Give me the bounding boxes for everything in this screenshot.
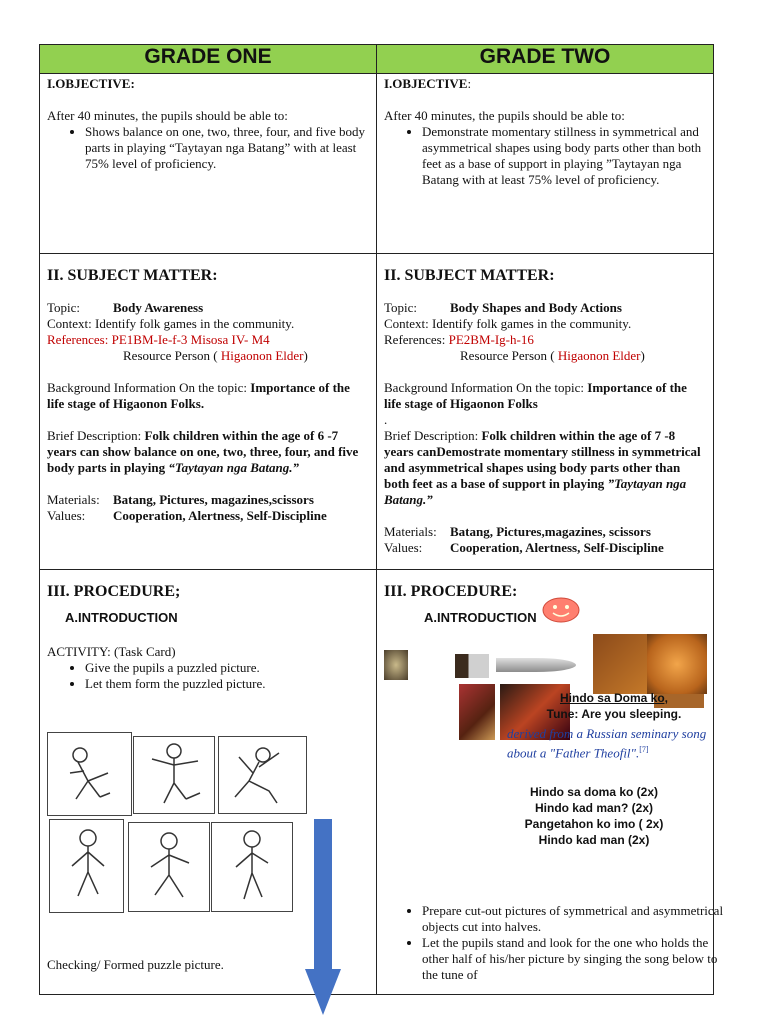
song-tune: Tune: Are you sleeping.	[546, 707, 682, 721]
g1-values: Cooperation, Alertness, Self-Discipline	[113, 508, 327, 523]
down-arrow-icon	[305, 819, 341, 1019]
g1-objective-intro: After 40 minutes, the pupils should be able to:	[47, 108, 288, 123]
g2-resource-close: )	[640, 348, 645, 363]
g2-brief-label: Brief Description:	[384, 428, 479, 443]
lyric-line-1: Hindo sa doma ko (2x)	[529, 785, 659, 799]
lesson-plan-table	[39, 44, 724, 995]
g1-background: Importance of the life stage of Higaonon Folks.	[47, 380, 350, 411]
g1-materials: Batang, Pictures, magazines,scissors	[113, 492, 314, 507]
g2-step-1: • Prepare cut-out pictures of symmetrical and asymmetrical objects cut into halves.	[422, 903, 732, 935]
g2-brief-title: ”Taytayan nga Batang.”	[384, 476, 687, 507]
song-lyrics	[504, 784, 684, 848]
g1-step-1: • Give the pupils a puzzled picture.	[85, 660, 369, 676]
g1-values-label: Values:	[47, 508, 86, 523]
song-derived: derived from a Russian seminary song about a "Father Theofil".	[507, 726, 707, 761]
g1-step-2: • Let them form the puzzled picture.	[85, 676, 369, 692]
grade-one-header: GRADE ONE	[40, 45, 377, 74]
g2-background: Importance of the life stage of Higaonon Folks	[384, 380, 687, 411]
song-origin	[507, 726, 707, 761]
g2-subject-cell	[377, 254, 714, 570]
puzzle-piece-1	[47, 732, 132, 816]
g1-introduction: A.INTRODUCTION	[65, 610, 178, 625]
basket-photo	[593, 634, 653, 694]
puzzle-piece-5	[128, 822, 210, 912]
g2-context: Context: Identify folk games in the community.	[384, 316, 632, 331]
g1-objective-bullet: • Shows balance on one, two, three, four, and five body parts in playing “Taytayan nga Batang” with at least 75% level of proficiency.	[85, 124, 369, 172]
g2-references: PE2BM-Ig-h-16	[448, 332, 534, 347]
g1-resource-close: )	[303, 348, 308, 363]
g1-topic: Body Awareness	[113, 300, 204, 315]
g1-references-label: References:	[47, 332, 109, 347]
g1-resource-person: Higaonon Elder	[220, 348, 304, 363]
g2-objective-intro: After 40 minutes, the pupils should be able to:	[384, 108, 625, 123]
g2-values-label: Values:	[384, 540, 423, 555]
g2-brief: Folk children within the age of 7 -8 years canDemostrate momentary stillness in symmetrical and asymmetrical shapes using body parts other than both feet as a base of support in playing	[384, 428, 701, 491]
g1-context: Context: Identify folk games in the community.	[47, 316, 295, 331]
g2-procedure-cell	[377, 570, 724, 995]
lesson-plan-page	[39, 44, 724, 982]
puzzle-piece-4	[49, 819, 124, 913]
g2-materials: Batang, Pictures,magazines, scissors	[450, 524, 651, 539]
g1-resource-label: Resource Person (	[123, 348, 218, 363]
g2-references-label: References:	[384, 332, 446, 347]
g2-materials-label: Materials:	[384, 524, 437, 539]
g2-background-label: Background Information On the topic:	[384, 380, 585, 395]
gong-photo	[384, 650, 408, 680]
cloth-photo-1	[459, 684, 495, 740]
song-footnote[interactable]: [7]	[639, 745, 649, 754]
g1-materials-label: Materials:	[47, 492, 100, 507]
g1-subject-title: II. SUBJECT MATTER:	[47, 267, 218, 284]
g2-objective-colon: :	[467, 76, 472, 91]
g2-objective-bullet: • Demonstrate momentary stillness in symmetrical and asymmetrical shapes using body parts other than both feet as a base of support in playing ”Taytayan nga Batang with at least 75% level of proficiency.	[422, 124, 706, 188]
g1-references: PE1BM-Ie-f-3 Misosa IV- M4	[111, 332, 270, 347]
song-header	[504, 690, 724, 722]
g1-topic-label: Topic:	[47, 300, 81, 315]
g1-brief: Folk children within the age of 6 -7 years can show balance on one, two, three, four, and five body parts in playing	[47, 428, 359, 475]
tray-photo	[647, 634, 707, 694]
blade-photo	[496, 658, 576, 672]
g2-subject-title: II. SUBJECT MATTER:	[384, 267, 555, 284]
g2-step-2: • Let the pupils stand and look for the one who holds the other half of his/her picture by singing the song below to the tune of	[422, 935, 732, 983]
g1-checking: Checking/ Formed puzzle picture.	[47, 957, 224, 972]
g2-introduction: A.INTRODUCTION	[424, 610, 537, 625]
knife-photo	[455, 654, 489, 678]
g2-values: Cooperation, Alertness, Self-Discipline	[450, 540, 664, 555]
g1-procedure-title: III. PROCEDURE;	[47, 583, 181, 600]
g1-objective-cell	[40, 74, 377, 254]
g2-dot: .	[384, 412, 388, 427]
g1-brief-title: “Taytayan nga Batang.”	[168, 460, 299, 475]
lyric-line-4: Hindo kad man (2x)	[538, 833, 650, 847]
g2-resource-person: Higaonon Elder	[557, 348, 641, 363]
grade-two-header: GRADE TWO	[377, 45, 714, 74]
puzzle-piece-2	[133, 736, 215, 814]
lyric-line-3: Pangetahon ko imo ( 2x)	[524, 817, 664, 831]
g1-brief-label: Brief Description:	[47, 428, 142, 443]
g2-procedure-title: III. PROCEDURE:	[384, 583, 518, 600]
lyric-line-2: Hindo kad man? (2x)	[534, 801, 653, 815]
song-title: Hindo sa Doma ko,	[559, 691, 669, 705]
g1-activity: ACTIVITY: (Task Card)	[47, 644, 176, 659]
g2-objective-cell	[377, 74, 714, 254]
g2-topic: Body Shapes and Body Actions	[450, 300, 622, 315]
puzzle-piece-3	[218, 736, 307, 814]
g1-procedure-cell	[40, 570, 377, 995]
g2-resource-label: Resource Person (	[460, 348, 555, 363]
puzzle-piece-6	[211, 822, 293, 912]
g2-topic-label: Topic:	[384, 300, 418, 315]
g2-objective-title: I.OBJECTIVE	[384, 76, 468, 91]
smiley-face-icon	[541, 596, 581, 624]
g1-background-label: Background Information On the topic:	[47, 380, 248, 395]
g1-subject-cell	[40, 254, 377, 570]
g1-objective-title: I.OBJECTIVE:	[47, 76, 135, 91]
